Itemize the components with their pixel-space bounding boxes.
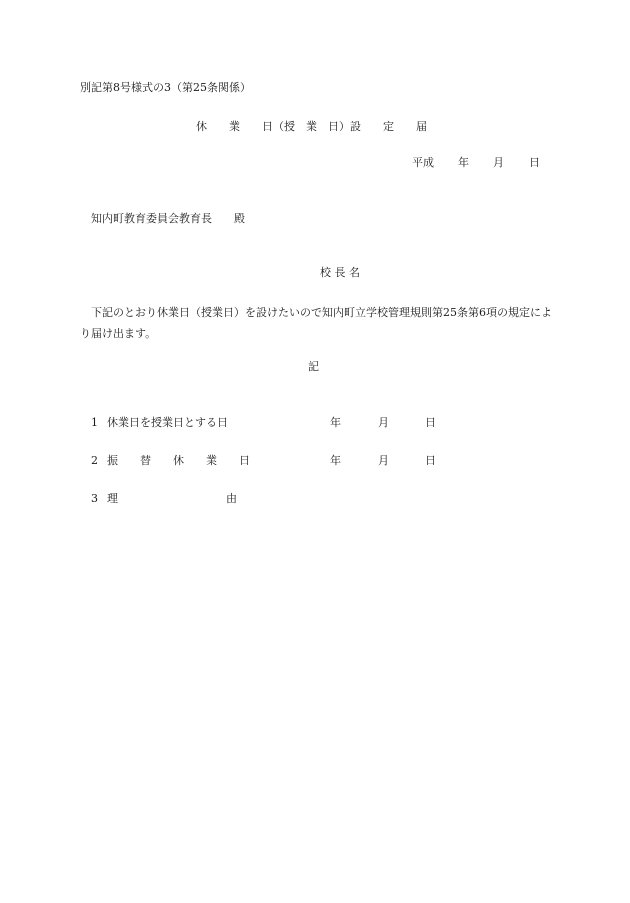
item-month: 月	[378, 454, 389, 467]
body-text: 下記のとおり休業日（授業日）を設けたいので知内町立学校管理規則第25条第6項の規定により届け出ます。	[80, 306, 552, 340]
item-year: 年	[330, 416, 341, 429]
item-label-end: 由	[226, 492, 237, 505]
item-number: 2	[91, 454, 98, 467]
item-label: 振 替 休 業 日	[107, 454, 250, 467]
item-number: 1	[91, 416, 98, 429]
body-paragraph	[80, 302, 554, 344]
date-era: 平成	[412, 156, 434, 169]
form-reference: 別記第8号様式の3（第25条関係）	[80, 81, 251, 94]
item-day: 日	[425, 454, 436, 467]
ki-heading: 記	[308, 360, 319, 373]
item-label-start: 理	[107, 492, 118, 505]
date-day: 日	[529, 156, 540, 169]
item-number: 3	[91, 492, 98, 505]
date-month: 月	[493, 156, 504, 169]
item-year: 年	[330, 454, 341, 467]
item-month: 月	[378, 416, 389, 429]
document-title: 休 業 日（授 業 日）設 定 届	[196, 120, 427, 133]
date-year: 年	[458, 156, 469, 169]
addressee: 知内町教育委員会教育長 殿	[91, 212, 245, 225]
principal-name-label: 校 長 名	[320, 266, 360, 279]
item-day: 日	[425, 416, 436, 429]
item-label: 休業日を授業日とする日	[107, 416, 228, 429]
